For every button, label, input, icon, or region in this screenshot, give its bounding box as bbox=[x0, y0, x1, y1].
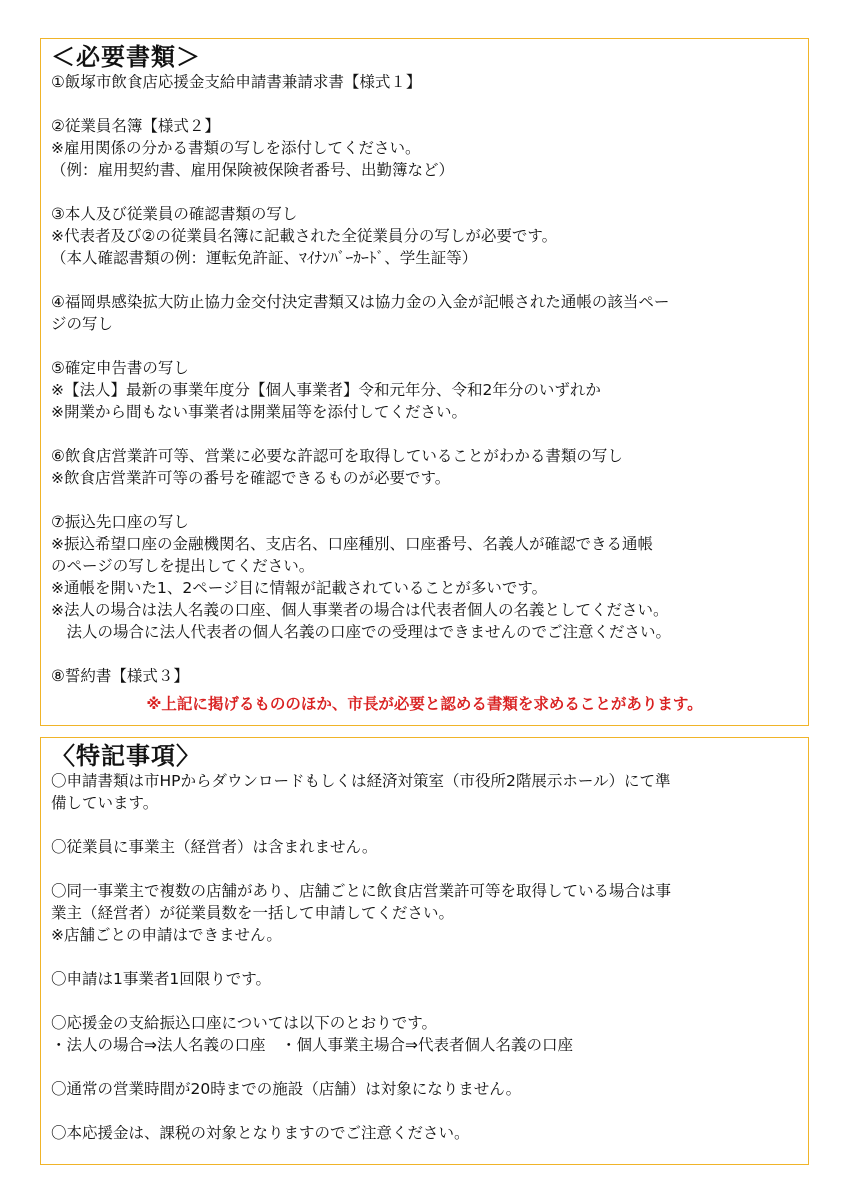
required-documents-section bbox=[40, 38, 809, 726]
required-documents-heading: ＜必要書類＞ bbox=[51, 43, 201, 71]
item-4-line-2: ジの写し bbox=[51, 315, 114, 333]
item-3-note-1: ※代表者及び②の従業員名簿に記載された全従業員分の写しが必要です。 bbox=[51, 227, 558, 245]
note-application-forms-b: 備しています。 bbox=[51, 794, 159, 812]
item-1-application-form: ①飯塚市飲食店応援金支給申請書兼請求書【様式１】 bbox=[51, 73, 422, 91]
item-7-note-3b: 法人の場合に法人代表者の個人名義の口座での受理はできませんのでご注意ください。 bbox=[51, 623, 672, 641]
note-employer-excluded: 〇従業員に事業主（経営者）は含まれません。 bbox=[51, 838, 378, 856]
item-2-note-2: （例：雇用契約書、雇用保険被保険者番号、出勤簿など） bbox=[51, 161, 455, 179]
item-3-title: ③本人及び従業員の確認書類の写し bbox=[51, 205, 298, 223]
item-7-note-1b: のページの写しを提出してください。 bbox=[51, 557, 315, 575]
note-multiple-stores-b: 業主（経営者）が従業員数を一括して申請してください。 bbox=[51, 904, 455, 922]
note-one-application: 〇申請は1事業者1回限りです。 bbox=[51, 970, 271, 988]
item-5-note-1: ※【法人】最新の事業年度分【個人事業者】令和元年分、令和2年分のいずれか bbox=[51, 381, 601, 399]
item-2-note-1: ※雇用関係の分かる書類の写しを添付してください。 bbox=[51, 139, 421, 157]
item-2-title: ②従業員名簿【様式２】 bbox=[51, 117, 220, 135]
note-taxable: 〇本応援金は、課税の対象となりますのでご注意ください。 bbox=[51, 1124, 470, 1142]
note-multiple-stores-a: 〇同一事業主で複数の店舗があり、店舗ごとに飲食店営業許可等を取得している場合は事 bbox=[51, 882, 672, 900]
item-7-note-3a: ※法人の場合は法人名義の口座、個人事業者の場合は代表者個人の名義としてください。 bbox=[51, 601, 669, 619]
item-5-note-2: ※開業から間もない事業者は開業届等を添付してください。 bbox=[51, 403, 467, 421]
item-6-note-1: ※飲食店営業許可等の番号を確認できるものが必要です。 bbox=[51, 469, 451, 487]
additional-documents-warning: ※上記に掲げるもののほか、市長が必要と認める書類を求めることがあります。 bbox=[146, 695, 703, 713]
special-notes-heading: 〈特記事項〉 bbox=[51, 742, 201, 770]
item-4-line-1: ④福岡県感染拡大防止協力金交付決定書類又は協力金の入金が記帳された通帳の該当ペー bbox=[51, 293, 670, 311]
item-5-title: ⑤確定申告書の写し bbox=[51, 359, 189, 377]
item-8-pledge-form: ⑧誓約書【様式３】 bbox=[51, 667, 189, 685]
note-application-forms-a: 〇申請書類は市HPからダウンロードもしくは経済対策室（市役所2階展示ホール）にて準 bbox=[51, 772, 671, 790]
note-bank-account-a: 〇応援金の支給振込口座については以下のとおりです。 bbox=[51, 1014, 437, 1032]
item-7-note-1a: ※振込希望口座の金融機関名、支店名、口座種別、口座番号、名義人が確認できる通帳 bbox=[51, 535, 653, 553]
item-6-title: ⑥飲食店営業許可等、営業に必要な許認可を取得していることがわかる書類の写し bbox=[51, 447, 623, 465]
item-3-note-2: （本人確認書類の例：運転免許証、ﾏｲﾅﾝﾊﾞｰｶｰﾄﾞ、学生証等） bbox=[51, 249, 478, 267]
item-7-note-2: ※通帳を開いた1、2ページ目に情報が記載されていることが多いです。 bbox=[51, 579, 548, 597]
note-multiple-stores-c: ※店舗ごとの申請はできません。 bbox=[51, 926, 282, 944]
note-bank-account-b: ・法人の場合⇒法人名義の口座 ・個人事業主場合⇒代表者個人名義の口座 bbox=[51, 1036, 573, 1054]
item-7-title: ⑦振込先口座の写し bbox=[51, 513, 189, 531]
note-business-hours: 〇通常の営業時間が20時までの施設（店舗）は対象になりません。 bbox=[51, 1080, 522, 1098]
special-notes-section bbox=[40, 737, 809, 1165]
